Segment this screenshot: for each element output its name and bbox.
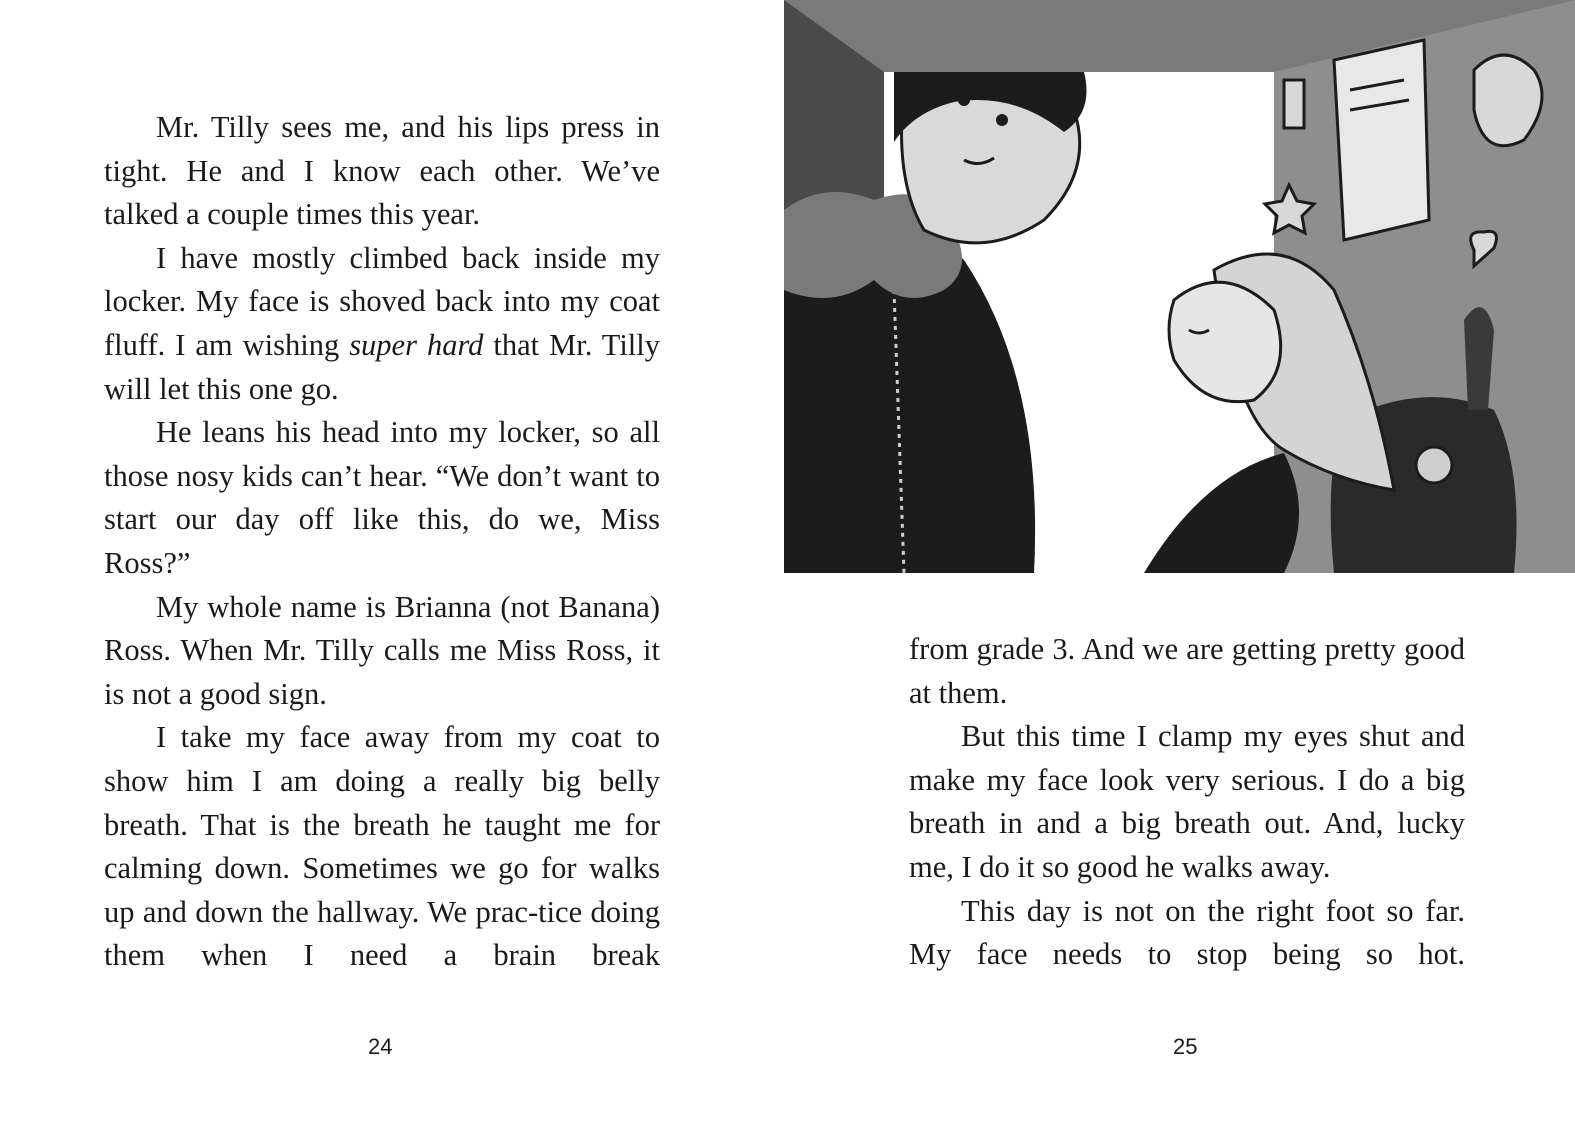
text-run: that Mr. Tilly will let this one go. — [104, 327, 660, 406]
illustration — [784, 0, 1575, 573]
text-run: from grade 3. And we are getting pretty good at them. — [909, 632, 1465, 710]
text-run: I take my face away from my coat to show him I am doing a really big belly breath. That is the breath he taught me for calming down. Sometimes we go for walks up and down the hallway. We prac-tice doing them when I need a brain break — [104, 720, 660, 973]
paragraph — [104, 411, 660, 585]
left-page-text — [104, 106, 660, 978]
paragraph — [909, 628, 1465, 715]
paragraph — [909, 715, 1465, 889]
text-run: But this time I clamp my eyes shut and make my face look very serious. I do a big breath in and a big breath out. And, lucky me, I do it so good he walks away. — [909, 719, 1465, 884]
text-run: My whole name is Brianna (not Banana) Ross. When Mr. Tilly calls me Miss Ross, it is not a good sign. — [104, 589, 660, 711]
paragraph — [104, 716, 660, 978]
poster — [1334, 40, 1429, 240]
text-run: I have mostly climbed back inside my locker. My face is shoved back into my coat fluff. I am wishing — [104, 240, 660, 362]
paragraph — [909, 890, 1465, 977]
page-number-left: 24 — [368, 1034, 393, 1059]
text-run: Mr. Tilly sees me, and his lips press in tight. He and I know each other. We’ve talked a couple times this year. — [104, 110, 660, 232]
paragraph — [104, 586, 660, 717]
text-run: This day is not on the right foot so far. My face needs to stop being so hot. — [909, 893, 1465, 972]
text-run: He leans his head into my locker, so all those nosy kids can’t hear. “We don’t want to start our day off like this, do we, Miss Ross?” — [104, 415, 660, 580]
backpack-patch — [1416, 447, 1452, 483]
paragraph — [104, 237, 660, 411]
page-number-right: 25 — [1173, 1034, 1198, 1059]
right-page-text — [909, 628, 1465, 977]
paragraph — [104, 106, 660, 237]
italic-text: super hard — [349, 327, 484, 362]
